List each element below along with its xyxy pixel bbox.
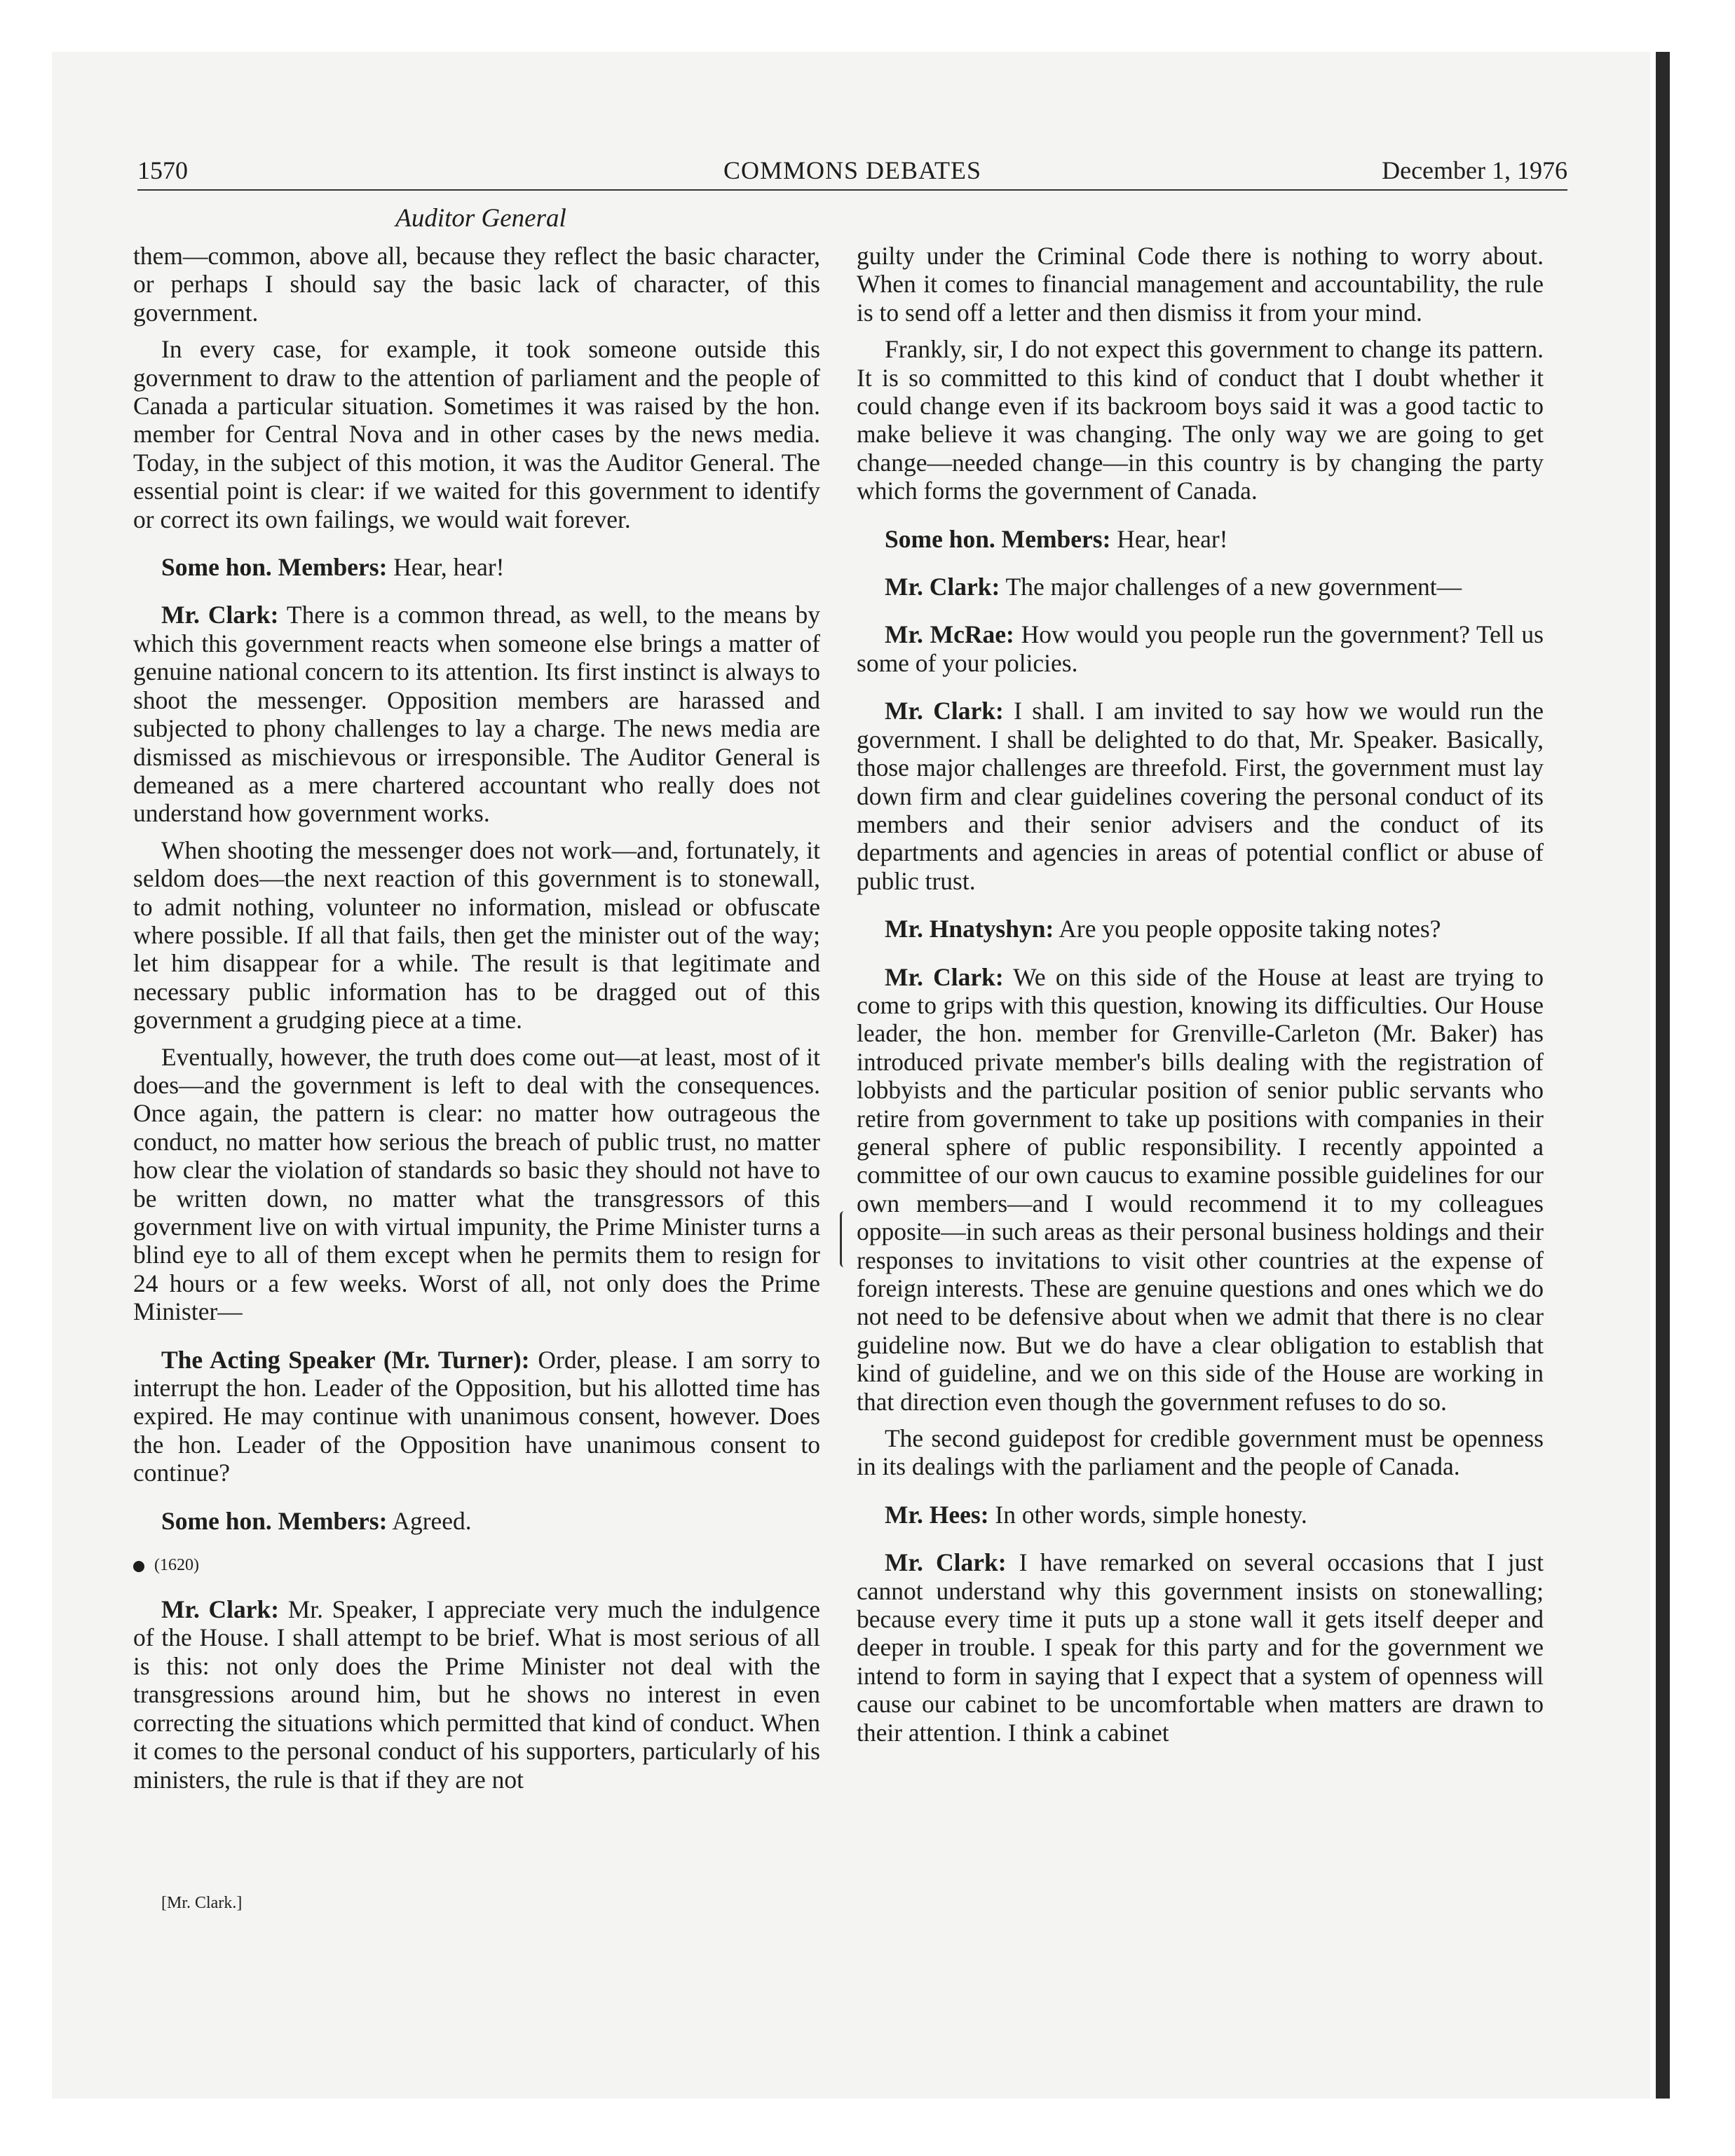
speaker-name: Mr. Clark: [885,573,1000,601]
speech [857,915,1544,943]
speech-text: How would you people run the government? Tell us some of your policies. [857,620,1544,677]
bullet-icon [133,1561,144,1572]
speech [857,573,1544,601]
speaker-name: Some hon. Members: [161,1506,388,1535]
paragraph: When shooting the messenger does not work—and, fortunately, it seldom does—the next reaction of this government is to stonewall, to admit nothing, volunteer no information, mislead or obfuscate where possible. If all that fails, then get the minister out of the way; let him disappear for a while. The result is that legitimate and necessary public information has to be dragged out of this government a grudging piece at a time. [133,835,820,1035]
speech [857,1548,1544,1747]
speech [133,1595,820,1794]
paragraph: In every case, for example, it took someone outside this government to draw to the attention of parliament and the people of Canada a particular situation. Sometimes it was raised by the hon. member for Central Nova and in other cases by the news media. Today, in the subject of this motion, it was the Auditor General. The essential point is clear: if we waited for this government to identify or correct its own failings, we would wait forever. [133,335,820,533]
speech [133,553,820,581]
speech-text: The major challenges of a new government— [1000,573,1462,601]
speech [133,601,820,827]
speaker-name: Mr. McRae: [885,620,1014,649]
page-header [137,156,1567,191]
speech-text: I shall. I am invited to say how we would run the government. I shall be delighted to do that, Mr. Speaker. Basically, those major challenges are threefold. First, the government must lay down firm and clear guidelines covering the personal conduct of its members and their senior advisers and the conduct of its departments and agencies in areas of potential conflict or abuse of public trust. [857,697,1544,895]
speech-text: Agreed. [387,1506,472,1535]
speaker-name: Mr. Clark: [885,962,1004,991]
speaker-name: Mr. Hees: [885,1500,989,1529]
speech [133,1346,820,1487]
paragraph: guilty under the Criminal Code there is nothing to worry about. When it comes to financial management and accountability, the rule is to send off a letter and then dismiss it from your mind. [857,242,1544,327]
speaker-name: Mr. Clark: [885,697,1004,725]
speech-text: Order, please. I am sorry to interrupt the hon. Leader of the Opposition, but his allotted time has expired. He may continue with unanimous consent, however. Does the hon. Leader of the Opposition have unanimous consent to continue? [133,1345,821,1487]
page-number: 1570 [137,156,188,184]
paragraph: The second guidepost for credible government must be openness in its dealings with the parliament and the people of Canada. [857,1424,1544,1481]
speech-text: Hear, hear! [387,553,505,582]
speaker-name: Some hon. Members: [885,524,1111,553]
speech [857,963,1544,1417]
speech-text: Are you people opposite taking notes? [1054,915,1441,943]
page-date: December 1, 1976 [1382,156,1567,184]
speech [857,525,1544,553]
speech-text: I have remarked on several occasions that I just cannot understand why this government insists on stonewalling; because every time it puts up a stone wall it gets itself deeper and deeper in trouble. I speak for this party and for the government we intend to form in saying that I expect that a system of openness will cause our cabinet to be uncomfortable when matters are drawn to their attention. I think a cabinet [857,1548,1544,1747]
speech-text: Hear, hear! [1110,524,1228,553]
time-marker-text: (1620) [154,1556,199,1575]
paragraph: them—common, above all, because they reflect the basic character, or perhaps I should say the basic lack of character, of this government. [133,242,820,327]
speaker-name: Mr. Hnatyshyn: [885,915,1054,943]
speaker-name: Some hon. Members: [161,553,388,582]
speech [857,1501,1544,1529]
speech-text: We on this side of the House at least are trying to come to grips with this question, knowing its difficulties. Our House leader, the hon. member for Grenville-Carleton (Mr. Baker) has introduced private member's bills dealing with the registration of lobbyists and the particular position of senior public servants who retire from government to take up positions with companies in their general sphere of public responsibility. I recently appointed a committee of our own caucus to examine possible guidelines for our own members—and I would recommend it to my colleagues opposite—in such areas as their personal business holdings and their responses to invitations to visit other countries at the expense of foreign interests. These are genuine questions and ones which we do not need to be defensive about when we admit that there is no clear guideline now. But we do have a clear obligation to establish that kind of guideline, and we on this side of the House are working in that direction even though the government refuses to do so. [857,962,1544,1416]
speaker-name: Mr. Clark: [161,1595,280,1624]
right-column [857,242,1544,1755]
left-column [133,242,820,1802]
speaker-name: Mr. Clark: [885,1548,1007,1577]
speech-text: There is a common thread, as well, to the means by which this government reacts when someone else brings a matter of genuine national concern to its attention. Its first instinct is always to shoot the messenger. Opposition members are harassed and subjected to phony challenges to lay a charge. The news media are dismissed as mischievous or irresponsible. The Auditor General is demeaned as a mere chartered accountant who really does not understand how government works. [133,601,821,828]
speaker-name: The Acting Speaker (Mr. Turner): [161,1345,530,1374]
running-head: Auditor General [395,204,566,233]
publication-title: COMMONS DEBATES [723,156,982,184]
paragraph: Eventually, however, the truth does come out—at least, most of it does—and the government is left to deal with the consequences. Once again, the pattern is clear: no matter how outrageous the conduct, no matter how serious the breach of public trust, no matter how clear the violation of standards so basic they should not have to be written down, no matter what the transgressors of this government live on with virtual impunity, the Prime Minister turns a blind eye to all of them except when he permits them to resign for 24 hours or a few weeks. Worst of all, not only does the Prime Minister— [133,1042,820,1326]
scan-edge-bar [1656,52,1670,2099]
time-marker [133,1555,820,1576]
paragraph: Frankly, sir, I do not expect this government to change its pattern. It is so committed to this kind of conduct that I doubt whether it could change even if its backroom boys said it was a good tactic to make believe it was changing. The only way we are going to get change—needed change—in this country is by changing the party which forms the government of Canada. [857,335,1544,505]
speech [857,620,1544,677]
speech [857,697,1544,895]
speech-text: In other words, simple honesty. [988,1500,1307,1529]
speaker-footer: [Mr. Clark.] [161,1894,243,1912]
speech-text: Mr. Speaker, I appreciate very much the indulgence of the House. I shall attempt to be brief. What is most serious of all is this: not only does the Prime Minister not deal with the transgressions around him, but he shows no interest in even correcting the situations which permitted that kind of conduct. When it comes to the personal conduct of his supporters, particularly of his ministers, the rule is that if they are not [133,1595,820,1794]
margin-mark [840,1211,849,1267]
speaker-name: Mr. Clark: [161,601,279,629]
speech [133,1507,820,1535]
